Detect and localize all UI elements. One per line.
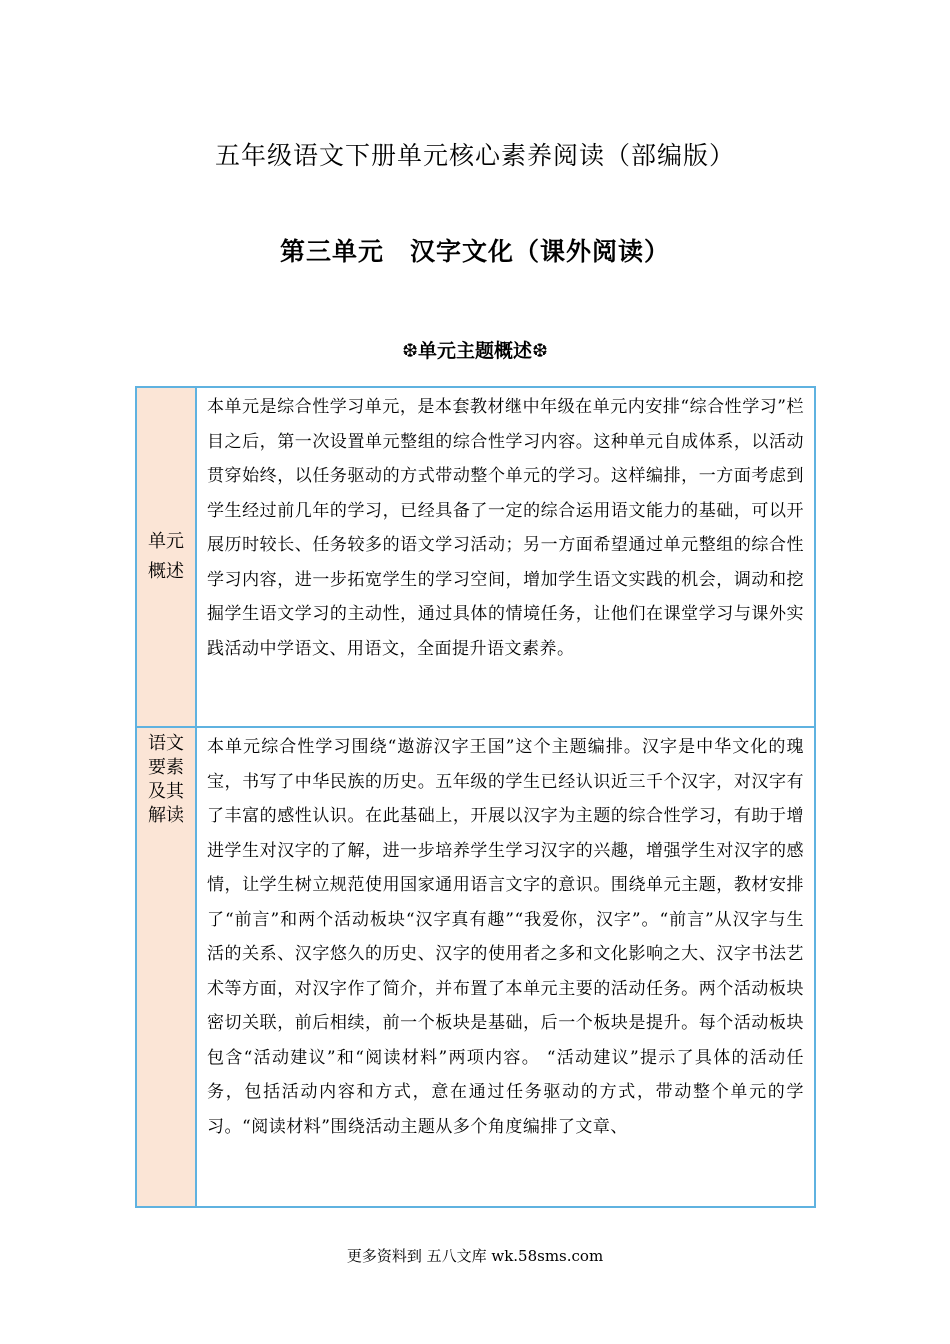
row-label-cell [136,727,196,1207]
unit-summary-table [135,386,816,1208]
unit-number: 第三单元 [279,237,384,266]
row-label-language-elements: 语文要素及其解读 [148,733,184,826]
section-heading: ❆单元主题概述❆ [402,340,548,362]
row-content-unit-overview: 本单元是综合性学习单元，是本套教材继中年级在单元内安排“综合性学习”栏目之后，第一次设置单元整组的综合性学习内容。这种单元自成体系，以活动贯穿始终，以任务驱动的方式带动整个单元的学习。这样编排，一方面考虑到学生经过前几年的学习，已经具备了一定的综合运用语文能力的基础，可以开展历时较长、任务较多的语文学习活动；另一方面希望通过单元整组的综合性学习内容，进一步拓宽学生的学习空间，增加学生语文实践的机会，调动和挖掘学生语文学习的主动性，通过具体的情境任务，让他们在课堂学习与课外实践活动中学语文、用语文，全面提升语文素养。 [196,387,815,727]
unit-title [0,232,950,268]
table-row [136,387,815,727]
row-label-cell [136,387,196,727]
row-label-unit-overview: 单元概述 [148,531,184,582]
document-title: 五年级语文下册单元核心素养阅读（部编版） [214,141,735,170]
footer-source-link[interactable]: 更多资料到 五八文库 wk.58sms.com [346,1247,604,1265]
table-row [136,727,815,1207]
row-content-language-elements: 本单元综合性学习围绕“遨游汉字王国”这个主题编排。汉字是中华文化的瑰宝，书写了中华民族的历史。五年级的学生已经认识近三千个汉字，对汉字有了丰富的感性认识。在此基础上，开展以汉字为主题的综合性学习，有助于增进学生对汉字的了解，进一步培养学生学习汉字的兴趣，增强学生对汉字的感情，让学生树立规范使用国家通用语言文字的意识。围绕单元主题，教材安排了“前言”和两个活动板块“汉字真有趣”“我爱你，汉字”。“前言”从汉字与生活的关系、汉字悠久的历史、汉字的使用者之多和文化影响之大、汉字书法艺术等方面，对汉字作了简介，并布置了本单元主要的活动任务。两个活动板块密切关联，前后相续，前一个板块是基础，后一个板块是提升。每个活动板块包含“活动建议”和“阅读材料”两项内容。 “活动建议”提示了具体的活动任务，包括活动内容和方式，意在通过任务驱动的方式，带动整个单元的学习。“阅读材料”围绕活动主题从多个角度编排了文章、 [196,727,815,1207]
unit-name: 汉字文化（课外阅读） [410,237,671,266]
